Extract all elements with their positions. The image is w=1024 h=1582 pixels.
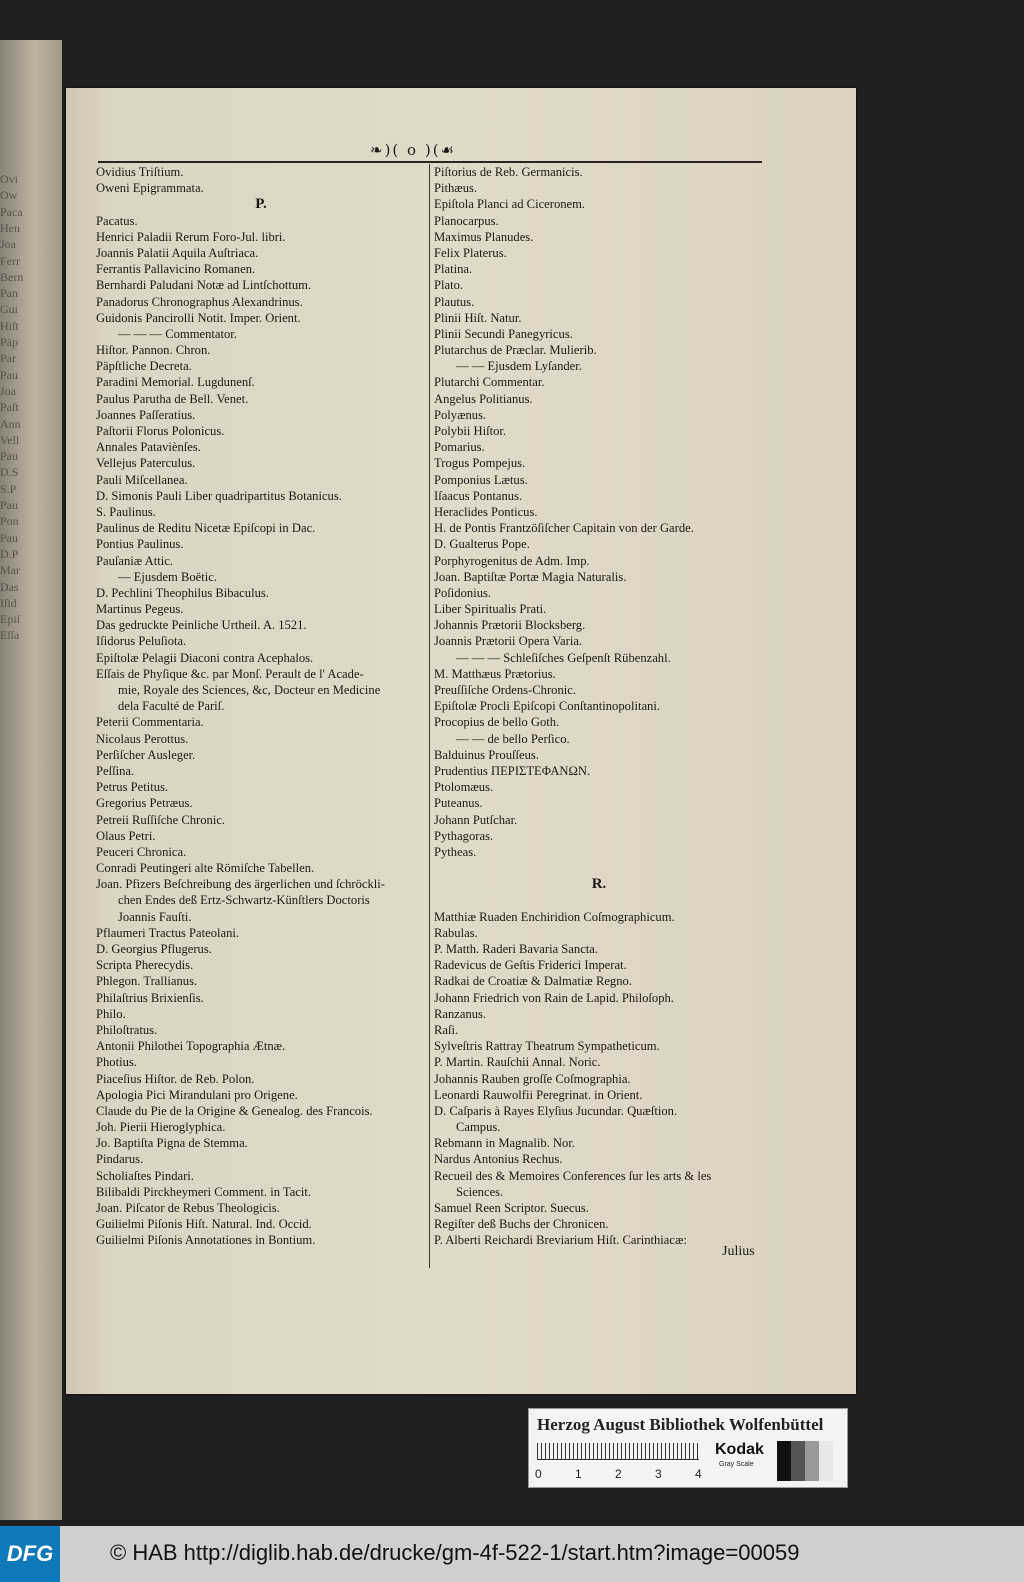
catalog-entry: Scholiaſtes Pindari.: [96, 1168, 194, 1183]
left-page-fragment: Joa: [0, 237, 16, 252]
catalog-entry: Philaſtrius Brixienſis.: [96, 990, 204, 1005]
catalog-entry: Preuſſiſche Ordens-Chronic.: [434, 683, 576, 697]
catalog-entry: Vellejus Paterculus.: [96, 456, 196, 471]
section-letter: R.: [591, 876, 607, 893]
catalog-entry: Liber Spiritualis Prati.: [434, 602, 547, 617]
catalog-entry: Gregorius Petræus.: [96, 796, 193, 811]
right-column: [434, 164, 764, 1249]
catalog-entry: D. Georgius Pflugerus.: [96, 942, 212, 956]
library-title: Herzog August Bibliothek Wolfenbüttel: [537, 1415, 824, 1434]
catalog-entry: Epiſtola Planci ad Ciceronem.: [434, 197, 586, 212]
catalog-entry: Iſidorus Peluſiota.: [96, 634, 187, 649]
catalog-entry: Pindarus.: [96, 1152, 144, 1167]
left-page-fragment: Joa: [0, 383, 16, 398]
left-page-fragment: Hiſt: [0, 318, 19, 333]
left-page-fragment: Bern: [0, 269, 24, 284]
left-page-fragment: D.P: [0, 546, 19, 561]
catalog-entry: Piſtorius de Reb. Germanicis.: [434, 165, 583, 179]
catalog-entry: Poſidonius.: [434, 585, 492, 600]
catalog-entry: Puteanus.: [434, 796, 483, 811]
catalog-entry: Regiſter deß Buchs der Chronicen.: [434, 1217, 609, 1232]
catalog-entry: Pomarius.: [434, 440, 485, 455]
catalog-entry: Campus.: [456, 1120, 501, 1135]
catalog-entry: Guilielmi Piſonis Annotationes in Bontium.: [96, 1233, 316, 1248]
catalog-entry: Balduinus Prouſſeus.: [434, 747, 539, 762]
catalog-entry: Trogus Pompejus.: [434, 456, 526, 471]
catalog-entry: Plutarchi Commentar.: [434, 375, 545, 390]
header-ornament: ❧)( o )(☙: [370, 141, 456, 159]
catalog-entry: Joan. Piſcator de Rebus Theologicis.: [96, 1201, 280, 1215]
catalog-entry: Radkai de Croatiæ & Dalmatiæ Regno.: [434, 974, 632, 989]
left-page-fragment: Par: [0, 351, 16, 366]
catalog-entry: Pithæus.: [434, 181, 478, 196]
left-page-fragment: Ferr: [0, 253, 20, 268]
swatch: [819, 1441, 833, 1481]
catalog-entry: P. Matth. Raderi Bavaria Sancta.: [434, 942, 599, 956]
gray-swatches: [777, 1441, 833, 1481]
catalog-entry: Prudentius ΠΕΡΙΣΤΕΦΑΝΩΝ.: [434, 763, 591, 778]
catalog-entry: Joannis Palatii Aquila Auſtriaca.: [96, 245, 259, 260]
left-page-fragment: Ovi: [0, 172, 18, 186]
catalog-entry: Plinii Hiſt. Natur.: [434, 310, 522, 325]
catalog-entry: Angelus Politianus.: [434, 391, 533, 406]
catalog-entry: Pauli Miſcellanea.: [96, 472, 188, 487]
catalog-entry: Panadorus Chronographus Alexandrinus.: [96, 294, 303, 309]
left-page-fragment: Pau: [0, 449, 18, 464]
scale-number: 2: [615, 1467, 622, 1481]
catalog-entry: — — de bello Perſico.: [456, 731, 570, 746]
left-page-fragment: Ow: [0, 188, 18, 203]
catalog-entry: Rabulas.: [434, 925, 478, 940]
catalog-entry: Ovidius Triſtium.: [96, 165, 184, 179]
kodak-logo: Kodak: [715, 1441, 764, 1458]
header-rule: [98, 161, 762, 163]
catalog-entry: Nardus Antonius Rechus.: [434, 1152, 563, 1167]
catalog-entry: Pomponius Lætus.: [434, 472, 528, 487]
gray-scale-label: Gray Scale: [719, 1461, 754, 1468]
left-page-fragment: Ann: [0, 416, 21, 431]
catalog-entry: Joannis Fauſti.: [118, 909, 192, 924]
catalog-entry: Johann Friedrich von Rain de Lapid. Philoſoph.: [434, 990, 674, 1005]
catalog-entry: H. de Pontis Frantzöſiſcher Capitain von der Garde.: [434, 521, 694, 536]
catalog-entry: Peterii Commentaria.: [96, 715, 204, 730]
catalog-entry: Ptolomæus.: [434, 780, 494, 795]
left-page-fragment: Das: [0, 579, 19, 594]
catalog-entry: — — — Schleſiſches Geſpenſt Rübenzahl.: [456, 650, 671, 665]
catalog-entry: Bilibaldi Pirckheymeri Comment. in Tacit.: [96, 1184, 312, 1199]
column-divider: [429, 164, 430, 1268]
catalog-entry: Joan. Pfizers Beſchreibung des ärgerlichen und ſchröckli-: [96, 877, 385, 892]
catalog-entry: Annales Pataviènſes.: [96, 440, 201, 455]
catalog-entry: Radevicus de Geſtis Friderici Imperat.: [434, 958, 627, 973]
catalog-entry: Sylveſtris Rattray Theatrum Sympatheticum.: [434, 1039, 660, 1054]
swatch: [791, 1441, 805, 1481]
catalog-entry: Samuel Reen Scriptor. Suecus.: [434, 1201, 589, 1215]
catalog-entry: Paſtorii Florus Polonicus.: [96, 424, 225, 438]
catalog-entry: Scripta Pherecydis.: [96, 958, 194, 973]
color-calibration-bar: [528, 1408, 848, 1488]
scale-number: 3: [655, 1467, 662, 1481]
catalog-entry: Päpſtliche Decreta.: [96, 359, 192, 374]
catalog-entry: Jo. Baptiſta Pigna de Stemma.: [96, 1136, 248, 1151]
adjacent-left-page: [0, 40, 62, 1520]
catalog-entry: Plinii Secundi Panegyricus.: [434, 326, 573, 341]
catalog-entry: Procopius de bello Goth.: [434, 715, 560, 730]
left-page-fragment: Pan: [0, 286, 18, 301]
catalog-entry: Pflaumeri Tractus Pateolani.: [96, 925, 240, 940]
catalog-entry: Paulus Parutha de Bell. Venet.: [96, 391, 249, 406]
catalog-entry: Philoſtratus.: [96, 1022, 158, 1037]
catalog-entry: mie, Royale des Sciences, &c, Docteur en Medicine: [118, 683, 381, 697]
catalog-entry: Martinus Pegeus.: [96, 602, 184, 617]
scale-number: 4: [695, 1467, 702, 1481]
catalog-entry: Piaceſius Hiſtor. de Reb. Polon.: [96, 1071, 255, 1086]
dfg-logo: DFG: [0, 1526, 60, 1582]
catalog-entry: Polyænus.: [434, 407, 487, 422]
catalog-entry: Rebmann in Magnalib. Nor.: [434, 1136, 575, 1151]
catalog-entry: Joannis Prætorii Opera Varia.: [434, 634, 583, 649]
catalog-entry: Plautus.: [434, 294, 475, 309]
catalog-entry: Platina.: [434, 262, 473, 277]
catalog-entry: chen Endes deß Ertz-Schwartz-Künſtlers Doctoris: [118, 893, 370, 908]
catalog-entry: — Ejusdem Boëtic.: [118, 569, 217, 584]
catalog-entry: Oweni Epigrammata.: [96, 181, 204, 196]
catalog-entry: [434, 860, 764, 876]
catalog-entry: D. Simonis Pauli Liber quadripartitus Botanicus.: [96, 488, 342, 503]
catalog-entry: Bernhardi Paludani Notæ ad Lintſchottum.: [96, 278, 312, 293]
catalog-entry: Plato.: [434, 278, 464, 293]
left-page-fragment: Pau: [0, 367, 18, 382]
catalog-entry: Epiſtolæ Pelagii Diaconi contra Acephalos.: [96, 650, 314, 665]
catalog-entry: Planocarpus.: [434, 213, 499, 228]
catalog-entry: Peſſina.: [96, 763, 135, 778]
scale-ruler: [537, 1443, 699, 1460]
catalog-entry: Pythagoras.: [434, 828, 494, 843]
catalog-entry: Henrici Paladii Rerum Foro-Jul. libri.: [96, 229, 286, 244]
catalog-entry: Pacatus.: [96, 213, 138, 228]
swatch: [805, 1441, 819, 1481]
catalog-entry: Hiſtor. Pannon. Chron.: [96, 343, 211, 358]
catalog-entry: Perſiſcher Ausleger.: [96, 747, 196, 762]
catalog-entry: Conradi Peutingeri alte Römiſche Tabellen.: [96, 861, 315, 876]
catalog-entry: Pauſaniæ Attic.: [96, 553, 173, 568]
catalog-entry: Raſi.: [434, 1022, 459, 1037]
footer-bar: [0, 1526, 1024, 1582]
left-page-fragment: Paſt: [0, 400, 19, 415]
catalog-entry: Paulinus de Reditu Nicetæ Epiſcopi in Dac.: [96, 521, 316, 536]
catalog-entry: P. Alberti Reichardi Breviarium Hiſt. Carinthiacæ:: [434, 1233, 687, 1248]
left-page-fragment: Epiſ: [0, 612, 20, 627]
catalog-entry: Petrus Petitus.: [96, 780, 169, 795]
catalog-entry: — — Ejusdem Lyſander.: [456, 359, 582, 374]
catalog-entry: D. Pechlini Theophilus Bibaculus.: [96, 585, 269, 600]
swatch: [777, 1441, 791, 1481]
catalog-entry: Pytheas.: [434, 844, 477, 859]
left-page-fragment: Eſſa: [0, 628, 20, 643]
catalog-entry: Phlegon. Trallianus.: [96, 974, 198, 989]
catalog-entry: Olaus Petri.: [96, 828, 156, 843]
catalog-entry: — — — Commentator.: [118, 326, 237, 341]
catalog-entry: P. Martin. Rauſchii Annal. Noric.: [434, 1055, 601, 1070]
left-page-fragment: Mar: [0, 563, 20, 578]
catalog-entry: Johann Putſchar.: [434, 812, 518, 827]
scale-number: 0: [535, 1467, 542, 1481]
catalog-entry: S. Paulinus.: [96, 504, 156, 519]
catchword: Julius: [722, 1244, 755, 1259]
left-page-fragment: Hen: [0, 220, 20, 235]
left-column: [96, 164, 426, 1249]
catalog-entry: Paradini Memorial. Lugdunenſ.: [96, 375, 255, 390]
catalog-entry: Matthiæ Ruaden Enchiridion Coſmographicum.: [434, 909, 675, 924]
catalog-entry: Pontius Paulinus.: [96, 537, 184, 552]
catalog-entry: Petreii Ruſſiſche Chronic.: [96, 812, 226, 827]
catalog-entry: Polybii Hiſtor.: [434, 424, 507, 438]
left-page-fragment: Iſid: [0, 595, 17, 610]
left-page-fragment: D.S: [0, 465, 19, 480]
left-page-fragment: Paca: [0, 204, 23, 219]
catalog-entry: Leonardi Rauwolfii Peregrinat. in Orient.: [434, 1087, 643, 1102]
catalog-entry: Joh. Pierii Hieroglyphica.: [96, 1120, 226, 1135]
left-page-fragment: Päp: [0, 335, 18, 349]
left-page-fragment: Pau: [0, 498, 18, 512]
catalog-entry: Photius.: [96, 1055, 137, 1070]
catalog-entry: Sciences.: [456, 1184, 504, 1199]
catalog-entry: Philo.: [96, 1006, 126, 1021]
catalog-entry: Plutarchus de Præclar. Mulierib.: [434, 343, 597, 358]
catalog-entry: Nicolaus Perottus.: [96, 731, 189, 746]
left-page-fragment: Pon: [0, 514, 19, 529]
catalog-entry: Guidonis Pancirolli Notit. Imper. Orient.: [96, 310, 301, 325]
catalog-entry: Joan. Baptiſtæ Portæ Magia Naturalis.: [434, 569, 627, 584]
catalog-entry: Ranzanus.: [434, 1006, 487, 1021]
catalog-entry: Iſaacus Pontanus.: [434, 488, 523, 503]
page-header: [98, 142, 762, 164]
catalog-entry: Peuceri Chronica.: [96, 844, 187, 859]
left-page-fragment: Pau: [0, 530, 18, 545]
section-letter: P.: [255, 196, 267, 213]
catalog-entry: Das gedruckte Peinliche Urtheil. A. 1521.: [96, 618, 307, 633]
catalog-entry: Maximus Planudes.: [434, 229, 534, 244]
catalog-entry: Porphyrogenitus de Adm. Imp.: [434, 553, 590, 568]
catalog-entry: Eſſais de Phyſique &c. par Monſ. Perault de l' Acade-: [96, 666, 364, 681]
left-page-fragment: S.P: [0, 481, 17, 496]
catalog-entry: Epiſtolæ Procli Epiſcopi Conſtantinopolitani.: [434, 699, 660, 714]
catalog-entry: Joannes Paſſeratius.: [96, 407, 196, 422]
catalog-entry: [434, 892, 764, 908]
catalog-entry: Apologia Pici Mirandulani pro Origene.: [96, 1087, 298, 1102]
scale-number: 1: [575, 1467, 582, 1481]
catalog-entry: Johannis Rauben groſſe Coſmographia.: [434, 1071, 631, 1086]
catalog-entry: dela Faculté de Pariſ.: [118, 699, 225, 714]
catalog-entry: Claude du Pie de la Origine & Genealog. des Francois.: [96, 1103, 373, 1118]
left-page-fragment: Vell: [0, 432, 20, 447]
catalog-entry: Felix Platerus.: [434, 245, 507, 260]
catalog-entry: Antonii Philothei Topographia Ætnæ.: [96, 1039, 286, 1054]
left-page-fragment: Gui: [0, 302, 18, 317]
catalog-entry: Guilielmi Piſonis Hiſt. Natural. Ind. Occid.: [96, 1217, 312, 1232]
source-url[interactable]: © HAB http://diglib.hab.de/drucke/gm-4f-522-1/start.htm?image=00059: [110, 1540, 800, 1565]
catalog-entry: D. Caſparis à Rayes Elyſius Jucundar. Quæſtion.: [434, 1103, 678, 1118]
catalog-entry: Recueil des & Memoires Conferences ſur les arts & les: [434, 1168, 712, 1183]
catalog-entry: Heraclides Ponticus.: [434, 504, 538, 519]
catalog-entry: Ferrantis Pallavicino Romanen.: [96, 262, 256, 277]
catalog-entry: Johannis Prætorii Blocksberg.: [434, 618, 586, 633]
catalog-entry: D. Gualterus Pope.: [434, 537, 530, 552]
catalog-entry: M. Matthæus Prætorius.: [434, 666, 556, 681]
